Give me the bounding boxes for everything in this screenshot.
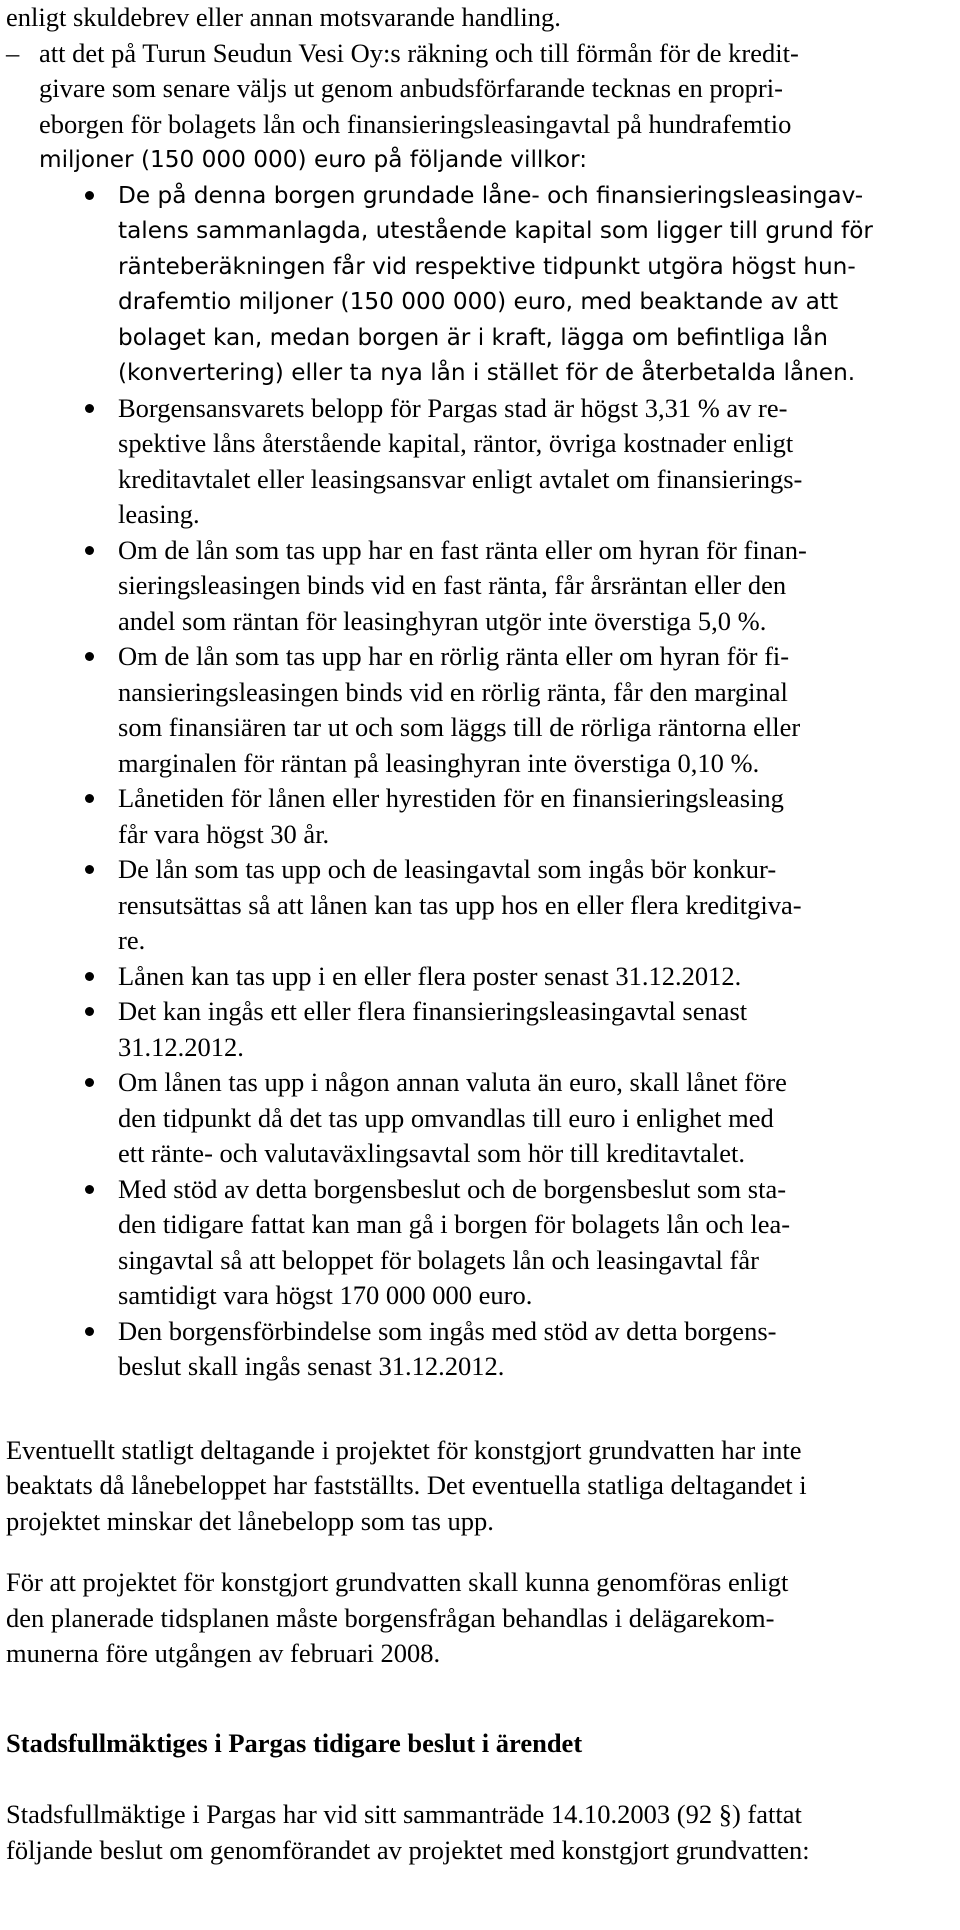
intro-line: enligt skuldebrev eller annan motsvarande handling. (6, 2, 561, 32)
list-item-line: Lånetiden för lånen eller hyrestiden för en finansieringsleasing (118, 783, 784, 813)
paragraph-line: munerna före utgången av februari 2008. (6, 1638, 441, 1668)
bullet-icon (85, 191, 94, 200)
list-item-line: 31.12.2012. (118, 1031, 244, 1062)
dash-item-line: miljoner (150 000 000) euro på följande villkor: (39, 146, 588, 173)
bullet-icon (85, 546, 94, 555)
bullet-icon (85, 1185, 94, 1194)
list-item-line: som finansiären tar ut och som läggs till de rörliga räntorna eller (118, 712, 801, 742)
list-item-line: singavtal så att beloppet för bolagets lån och leasingavtal får (118, 1244, 759, 1275)
list-item (6, 781, 956, 852)
bullet-icon (85, 1327, 94, 1336)
bullet-icon (85, 652, 94, 661)
dash-item-line: att det på Turun Seudun Vesi Oy:s räkning och till förmån för de kredit- (39, 37, 799, 68)
paragraph-state-participation (6, 1433, 956, 1540)
list-item-line: De på denna borgen grundade låne- och finansieringsleasingav- (118, 181, 864, 209)
paragraph-schedule (6, 1565, 956, 1672)
list-item (6, 639, 956, 781)
paragraph-line: För att projektet för konstgjort grundvatten skall kunna genomföras enligt (6, 1567, 789, 1597)
list-item-line: Om de lån som tas upp har en rörlig ränta eller om hyran för fi- (118, 641, 790, 671)
list-item (6, 533, 956, 640)
list-item (6, 1172, 956, 1314)
dash-item-line: givare som senare väljs ut genom anbudsförfarande tecknas en propri- (39, 73, 783, 103)
paragraph-previous-decision (6, 1797, 956, 1868)
list-item (6, 1314, 956, 1385)
list-item-line: Borgensansvarets belopp för Pargas stad är högst 3,31 % av re- (118, 392, 788, 423)
list-item-line: leasing. (118, 499, 200, 529)
list-item (6, 1065, 956, 1172)
list-item-line: ränteberäkningen får vid respektive tidpunkt utgöra högst hun- (118, 252, 856, 280)
paragraph-line: den planerade tidsplanen måste borgensfrågan behandlas i delägarekom- (6, 1602, 775, 1633)
list-item-line: Om lånen tas upp i någon annan valuta än euro, skall lånet före (118, 1067, 787, 1097)
list-item-line: nansieringsleasingen binds vid en rörlig ränta, får den marginal (118, 676, 788, 707)
list-item-line: talens sammanlagda, utestående kapital som ligger till grund för (118, 217, 873, 244)
list-item (6, 391, 956, 533)
list-item (6, 852, 956, 959)
document-page (6, 0, 956, 1868)
bullet-icon (85, 404, 94, 413)
list-item-line: Med stöd av detta borgensbeslut och de borgensbeslut som sta- (118, 1173, 787, 1204)
list-item-line: Den borgensförbindelse som ingås med stöd av detta borgens- (118, 1315, 777, 1346)
list-item-line: kreditavtalet eller leasingsansvar enligt avtalet om finansierings- (118, 463, 803, 494)
paragraph-line: Stadsfullmäktige i Pargas har vid sitt sammanträde 14.10.2003 (92 §) fattat (6, 1799, 802, 1829)
dash-list-item (6, 36, 956, 178)
list-item-line: De lån som tas upp och de leasingavtal som ingås bör konkur- (118, 854, 777, 884)
list-item-line: Lånen kan tas upp i en eller flera poster senast 31.12.2012. (118, 960, 742, 991)
bullet-icon (85, 865, 94, 874)
dash-item-line: eborgen för bolagets lån och finansieringsleasingavtal på hundrafemtio (39, 108, 792, 139)
bullet-icon (85, 1007, 94, 1016)
list-item-line: re. (118, 925, 146, 955)
list-item-line: Det kan ingås ett eller flera finansieringsleasingavtal senast (118, 996, 748, 1026)
bullet-icon (85, 972, 94, 981)
bullet-icon (85, 1078, 94, 1087)
list-item-line: spektive låns återstående kapital, räntor, övriga kostnader enligt (118, 428, 794, 458)
list-item-line: drafemtio miljoner (150 000 000) euro, med beaktande av att (118, 288, 839, 315)
paragraph-line: följande beslut om genomförandet av projektet med konstgjort grundvatten: (6, 1834, 810, 1865)
list-item (6, 178, 956, 391)
list-item (6, 994, 956, 1065)
paragraph-line: projektet minskar det lånebelopp som tas upp. (6, 1505, 494, 1536)
list-item-line: rensutsättas så att lånen kan tas upp hos en eller flera kreditgiva- (118, 889, 802, 920)
list-item-line: den tidpunkt då det tas upp omvandlas till euro i enlighet med (118, 1102, 774, 1133)
list-item-line: marginalen för räntan på leasinghyran inte överstiga 0,10 %. (118, 747, 760, 778)
condition-list (6, 178, 956, 1385)
list-item-line: den tidigare fattat kan man gå i borgen för bolagets lån och lea- (118, 1209, 791, 1239)
list-item-line: får vara högst 30 år. (118, 818, 330, 849)
list-item-line: bolaget kan, medan borgen är i kraft, lägga om befintliga lån (118, 323, 829, 351)
list-item-line: samtidigt vara högst 170 000 000 euro. (118, 1280, 533, 1310)
paragraph-line: beaktats då lånebeloppet har fastställts. Det eventuella statliga deltagandet i (6, 1470, 807, 1500)
list-item-line: sieringsleasingen binds vid en fast ränta, får årsräntan eller den (118, 570, 787, 600)
list-item-line: (konvertering) eller ta nya lån i stället för de återbetalda lånen. (118, 359, 856, 386)
list-item-line: ett ränte- och valutaväxlingsavtal som hör till kreditavtalet. (118, 1138, 745, 1168)
list-item-line: andel som räntan för leasinghyran utgör inte överstiga 5,0 %. (118, 605, 767, 636)
list-item-line: Om de lån som tas upp har en fast ränta eller om hyran för finan- (118, 534, 807, 565)
paragraph-line: Eventuellt statligt deltagande i projektet för konstgjort grundvatten har inte (6, 1434, 802, 1465)
bullet-icon (85, 794, 94, 803)
section-heading: Stadsfullmäktiges i Pargas tidigare beslut i ärendet (6, 1727, 583, 1758)
dash-marker: – (6, 37, 20, 68)
list-item (6, 959, 956, 995)
list-item-line: beslut skall ingås senast 31.12.2012. (118, 1351, 505, 1381)
